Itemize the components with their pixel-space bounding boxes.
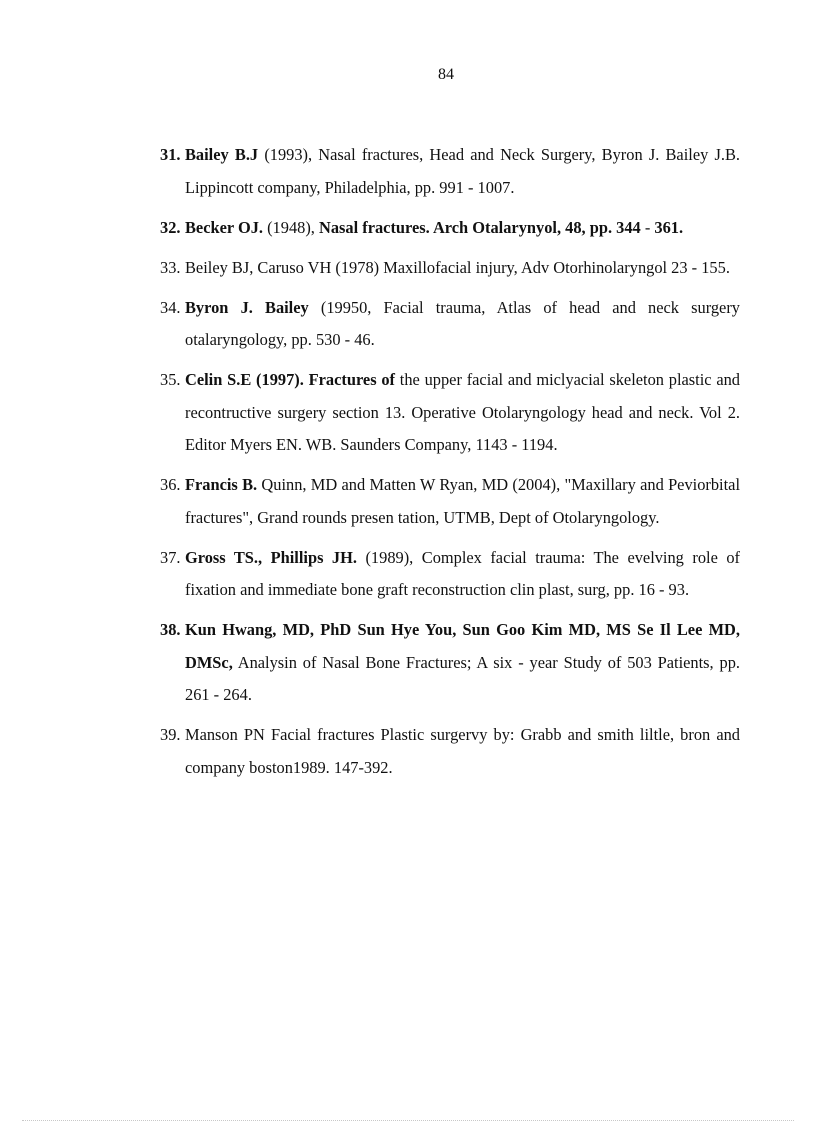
reference-number: 33. [160, 257, 181, 277]
reference-number: 34. [160, 297, 181, 317]
reference-details: - [640, 217, 655, 237]
page-bottom-divider [22, 1120, 794, 1121]
reference-authors: Francis B. [185, 475, 258, 494]
reference-list [160, 139, 740, 792]
reference-authors: Byron J. Bailey [185, 297, 309, 317]
reference-number: 31. [160, 145, 181, 164]
reference-details: Beiley BJ, Caruso VH (1978) Maxillofacial injury, Adv Otorhinolaryngol 23 - 155. [185, 257, 730, 277]
page-number: 84 [438, 66, 454, 83]
reference-authors: Celin S.E (1997). Fractures of [185, 370, 396, 389]
reference-item [160, 139, 740, 204]
reference-title: Nasal fractures. Arch Otalarynyol, 48, pp. 344 [319, 217, 641, 237]
reference-item [160, 614, 740, 712]
reference-details: (1993), Nasal fractures, Head and Neck Surgery, Byron J. Bailey J.B. Lippincott company, Philadelphia, pp. 991 - 1007. [185, 145, 740, 197]
reference-details: (1989), Complex facial trauma: The evelving role of fixation and immediate bone graft reconstruction clin plast, surg, pp. 16 - 93. [185, 547, 740, 599]
reference-number: 32. [160, 217, 181, 237]
reference-details: (19950, Facial trauma, Atlas of head and neck surgery otalaryngology, pp. 530 - 46. [185, 297, 740, 349]
reference-details: the upper facial and miclyacial skeleton plastic and recontructive surgery section 13. Operative Otolaryngology head and neck. Vol 2. Editor Myers EN. WB. Saunders Company, 1143 - 1194. [185, 370, 740, 454]
reference-details: Manson PN Facial fractures Plastic surgervy by: Grabb and smith liltle, bron and company boston1989. 147-392. [185, 725, 740, 777]
reference-authors: Gross TS., Phillips JH. [185, 547, 357, 567]
reference-authors: Kun Hwang, MD, PhD Sun Hye You, Sun Goo Kim MD, MS Se Il Lee MD, DMSc, [185, 620, 740, 672]
reference-item [160, 469, 740, 534]
reference-number: 39. [160, 725, 181, 744]
reference-item [160, 364, 740, 462]
reference-number: 37. [160, 547, 181, 567]
reference-details: Analysin of Nasal Bone Fractures; A six - year Study of 503 Patients, pp. 261 - 264. [185, 652, 740, 704]
reference-item [160, 212, 740, 245]
reference-number: 35. [160, 370, 181, 389]
reference-details: Quinn, MD and Matten W Ryan, MD (2004), "Maxillary and Peviorbital fractures", Grand rounds presen tation, UTMB, Dept of Otolaryngology. [185, 475, 740, 527]
reference-number: 38. [160, 620, 181, 639]
reference-item [160, 292, 740, 357]
reference-authors: Bailey B.J [185, 145, 259, 164]
reference-details: (1948), [263, 217, 319, 237]
reference-number: 36. [160, 475, 181, 494]
reference-authors: Becker OJ. [185, 217, 263, 237]
reference-item [160, 719, 740, 784]
reference-item [160, 542, 740, 607]
reference-item [160, 252, 740, 285]
reference-pages: 361. [654, 217, 684, 237]
